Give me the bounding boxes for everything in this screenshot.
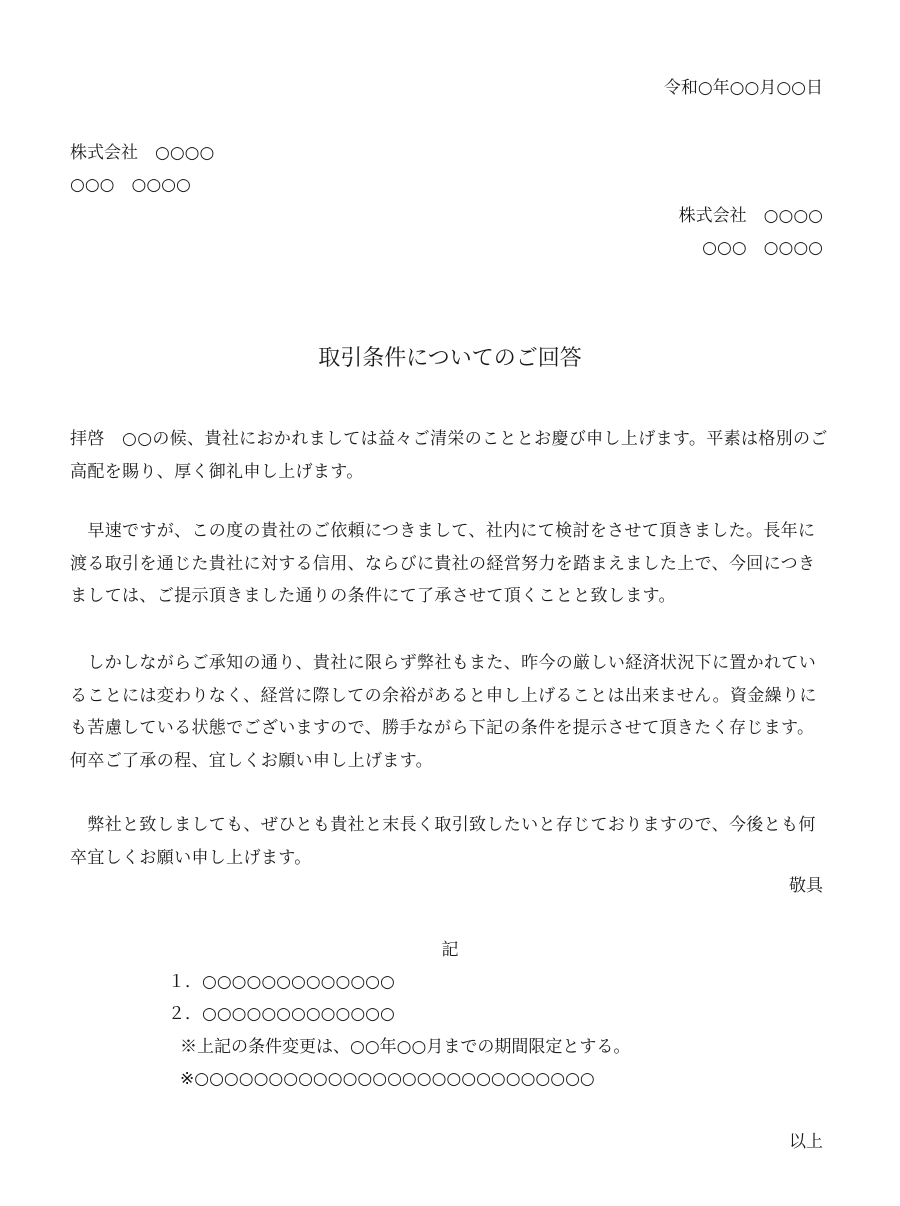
recipient-company: 株式会社 ○○○○ [70, 143, 215, 163]
sender-person: ○○○ ○○○○ [702, 238, 823, 258]
list-item-2: ２．○○○○○○○○○○○○○ [168, 1004, 395, 1024]
note-1: ※上記の条件変更は、○○年○○月までの期間限定とする。 [180, 1037, 631, 1057]
document-title: 取引条件についてのご回答 [318, 346, 582, 371]
end-ijou: 以上 [789, 1132, 823, 1152]
list-item-1: １．○○○○○○○○○○○○○ [168, 972, 395, 992]
letter-date: 令和○年○○月○○日 [663, 78, 823, 98]
paragraph-response: 早速ですが、この度の貴社のご依頼につきまして、社内にて検討をさせて頂きました。長年に渡る取引を通じた貴社に対する信用、ならびに貴社の経営努力を踏まえました上で、今回につきましては、ご提示頂きました通りの条件にて了承させて頂くことと致します。 [70, 521, 816, 606]
ki-heading: 記 [441, 940, 459, 960]
closing-keigu: 敬具 [789, 876, 823, 896]
paragraph-greeting: 拝啓 ○○の候、貴社におかれましては益々ご清栄のこととお慶び申し上げます。平素は格別のご高配を賜り、厚く御礼申し上げます。 [70, 429, 828, 482]
paragraph-conditions: しかしながらご承知の通り、貴社に限らず弊社もまた、昨今の厳しい経済状況下に置かれていることには変わりなく、経営に際しての余裕があると申し上げることは出来ません。資金繰りにも苦慮している状態でございますので、勝手ながら下記の条件を提示させて頂きたく存じます。何卒ご了承の程、宜しくお願い申し上げます。 [70, 653, 817, 771]
sender-company: 株式会社 ○○○○ [678, 206, 823, 226]
recipient-person: ○○○ ○○○○ [70, 175, 191, 195]
paragraph-closing-remarks: 弊社と致しましても、ぜひとも貴社と末長く取引致したいと存じておりますので、今後とも何卒宜しくお願い申し上げます。 [70, 815, 816, 868]
note-2: ※○○○○○○○○○○○○○○○○○○○○○○○○○○○ [180, 1069, 595, 1089]
